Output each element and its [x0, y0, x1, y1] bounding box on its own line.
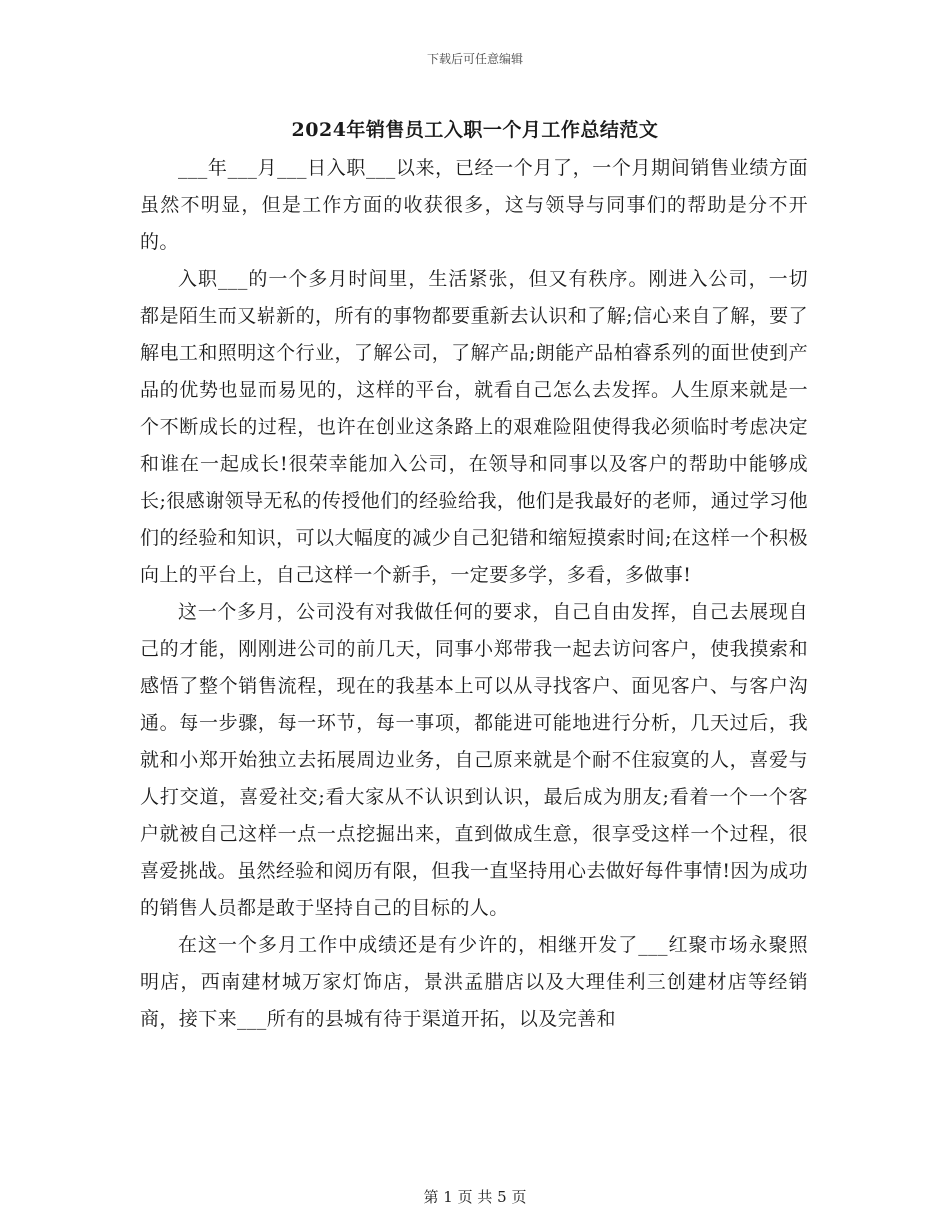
paragraph-2: 入职___的一个多月时间里，生活紧张，但又有秩序。刚进入公司，一切都是陌生而又崭新的，所有的事物都要重新去认识和了解;信心来自了解，要了解电工和照明这个行业，了解公司，了解产品;朗能产品柏睿系列的面世使到产品的优势也显而易见的，这样的平台，就看自己怎么去发挥。人生原来就是一个不断成长的过程，也许在创业这条路上的艰难险阻使得我必须临时考虑决定和谁在一起成长!很荣幸能加入公司，在领导和同事以及客户的帮助中能够成长;很感谢领导无私的传授他们的经验给我，他们是我最好的老师，通过学习他们的经验和知识，可以大幅度的减少自己犯错和缩短摸索时间;在这样一个积极向上的平台上，自己这样一个新手，一定要多学，多看，多做事!: [140, 268, 808, 586]
paragraph-3: 这一个多月，公司没有对我做任何的要求，自己自由发挥，自己去展现自己的才能，刚刚进公司的前几天，同事小郑带我一起去访问客户，使我摸索和感悟了整个销售流程，现在的我基本上可以从寻找客户、面见客户、与客户沟通。每一步骤，每一环节，每一事项，都能进可能地进行分析，几天过后，我就和小郑开始独立去拓展周边业务，自己原来就是个耐不住寂寞的人，喜爱与人打交道，喜爱社交;看大家从不认识到认识，最后成为朋友;看着一个一个客户就被自己这样一点一点挖掘出来，直到做成生意，很享受这样一个过程，很喜爱挑战。虽然经验和阅历有限，但我一直坚持用心去做好每件事情!因为成功的销售人员都是敢于坚持自己的目标的人。: [140, 601, 808, 919]
paragraph-4: 在这一个多月工作中成绩还是有少许的，相继开发了___红聚市场永聚照明店，西南建材城万家灯饰店，景洪孟腊店以及大理佳利三创建材店等经销商，接下来___所有的县城有待于渠道开拓，以及完善和: [140, 934, 808, 1030]
page-header-note: 下载后可任意编辑: [426, 52, 523, 66]
document-body: [140, 150, 808, 1038]
paragraph-1: ___年___月___日入职___以来，已经一个月了，一个月期间销售业绩方面虽然不明显，但是工作方面的收获很多，这与领导与同事们的帮助是分不开的。: [140, 157, 808, 253]
page-indicator: 第 1 页 共 5 页: [423, 1188, 527, 1206]
document-title: 2024年销售员工入职一个月工作总结范文: [291, 119, 659, 141]
